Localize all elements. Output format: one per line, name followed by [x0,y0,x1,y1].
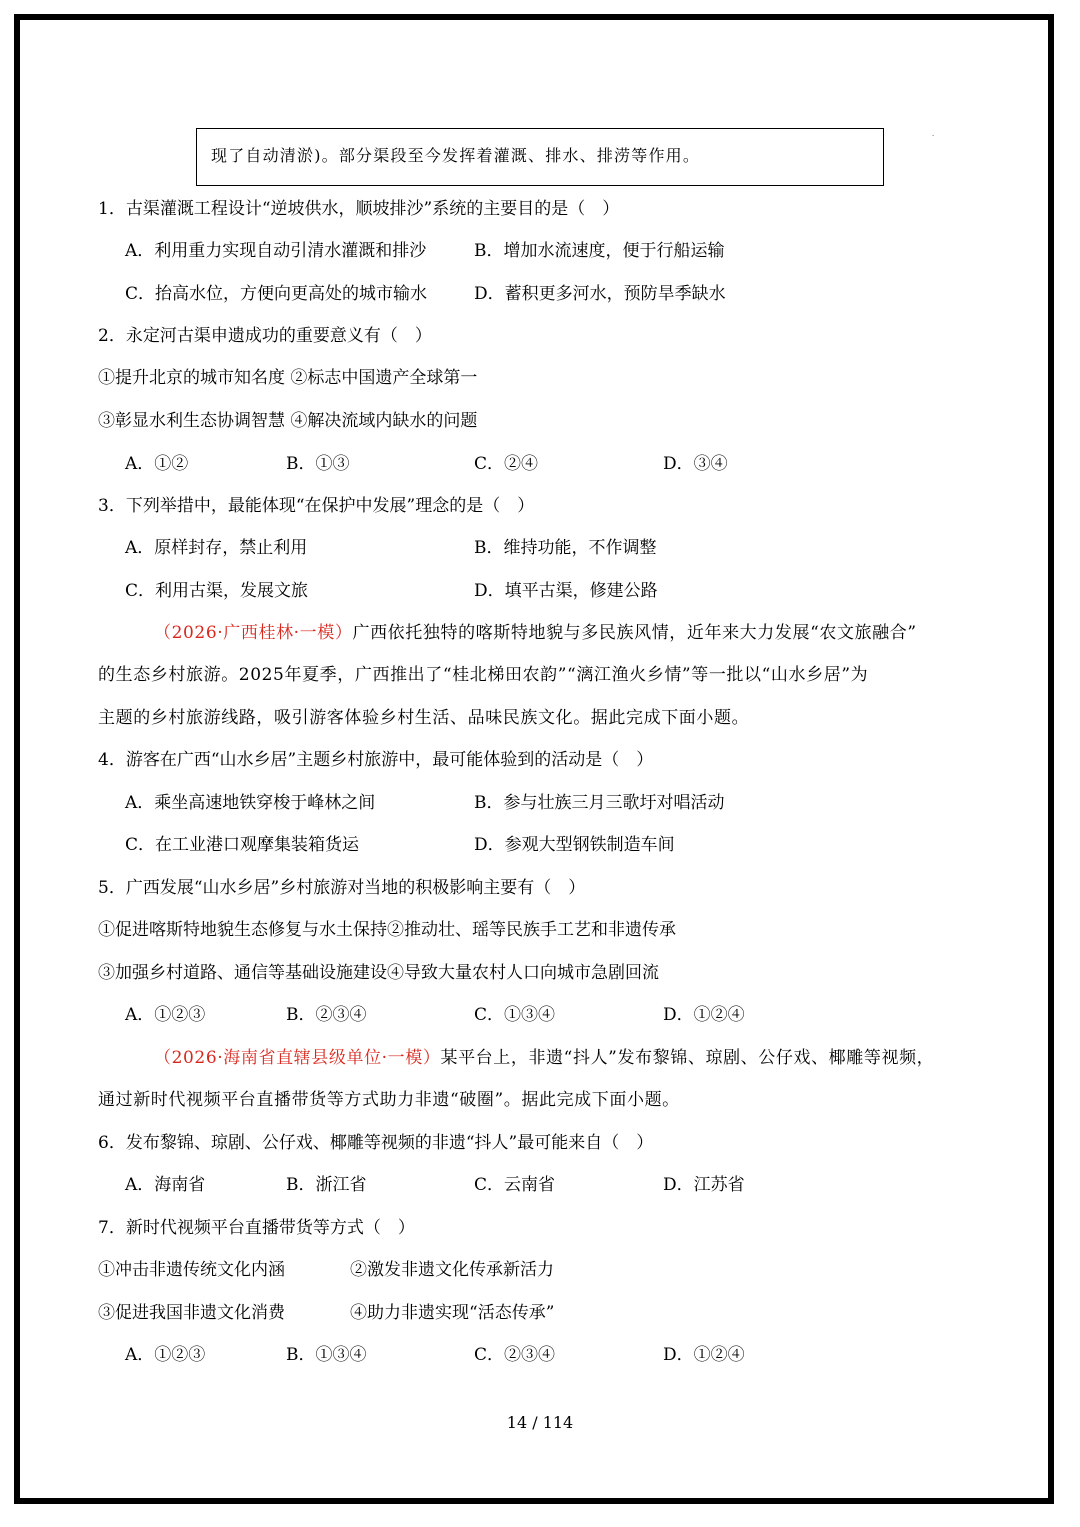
passage-guangxi-line-1 [154,621,917,645]
passage-hainan-text-1: 某平台上，非遗“抖人”发布黎锦、琼剧、公仔戏、椰雕等视频， [440,1048,935,1068]
question-5-option-c: C．①③④ [474,1005,556,1025]
question-6-option-c: C．云南省 [474,1175,556,1195]
question-3-option-d: D．填平古渠，修建公路 [474,581,658,601]
question-7-option-b: B．①③④ [286,1345,367,1365]
source-label-hainan: （2026·海南省直辖县级单位·一模） [154,1048,441,1068]
question-5-statement-1: ①促进喀斯特地貌生态修复与水土保持②推动壮、瑶等民族手工艺和非遗传承 [98,920,676,940]
question-4-option-c: C．在工业港口观摩集装箱货运 [125,835,360,855]
question-7-statement-3: ③促进我国非遗文化消费 [98,1303,285,1323]
material-box [196,128,884,186]
question-6-option-a: A．海南省 [125,1175,206,1195]
passage-hainan-line-1 [154,1046,934,1070]
question-7-statement-1: ①冲击非遗传统文化内涵 [98,1260,285,1280]
question-2-option-b: B．①③ [286,454,350,474]
question-5-option-b: B．②③④ [286,1005,367,1025]
passage-guangxi-line-3: 主题的乡村旅游线路，吸引游客体验乡村生活、品味民族文化。据此完成下面小题。 [98,708,750,728]
stray-dot: · [932,133,934,140]
passage-hainan-line-2: 通过新时代视频平台直播带货等方式助力非遗“破圈”。据此完成下面小题。 [98,1090,680,1110]
question-3-option-c: C．利用古渠，发展文旅 [125,581,309,601]
question-5-option-d: D．①②④ [663,1005,745,1025]
question-7-stem: 7．新时代视频平台直播带货等方式（ ） [98,1218,415,1238]
question-7-option-d: D．①②④ [663,1345,745,1365]
question-7-option-a: A．①②③ [125,1345,206,1365]
material-box-text: 现了自动清淤)。部分渠段至今发挥着灌溉、排水、排涝等作用。 [211,146,701,165]
question-3-stem: 3．下列举措中，最能体现“在保护中发展”理念的是（ ） [98,496,535,516]
question-1-stem: 1．古渠灌溉工程设计“逆坡供水，顺坡排沙”系统的主要目的是（ ） [98,199,620,219]
passage-guangxi-text-1: 广西依托独特的喀斯特地貌与多民族风情，近年来大力发展“农文旅融合” [352,623,917,643]
question-4-stem: 4．游客在广西“山水乡居”主题乡村旅游中，最可能体验到的活动是（ ） [98,750,654,770]
question-2-statement-1: ①提升北京的城市知名度 ②标志中国遗产全球第一 [98,368,478,388]
question-5-option-a: A．①②③ [125,1005,206,1025]
question-1-option-b: B．增加水流速度，便于行船运输 [474,241,725,261]
question-2-option-c: C．②④ [474,454,539,474]
question-3-option-a: A．原样封存，禁止利用 [125,538,308,558]
question-2-stem: 2．永定河古渠申遗成功的重要意义有（ ） [98,326,432,346]
question-5-statement-2: ③加强乡村道路、通信等基础设施建设④导致大量农村人口向城市急剧回流 [98,963,659,983]
question-2-statement-2: ③彰显水利生态协调智慧 ④解决流域内缺水的问题 [98,411,478,431]
question-1-option-a: A．利用重力实现自动引清水灌溉和排沙 [125,241,427,261]
question-7-statement-4: ④助力非遗实现“活态传承” [350,1303,555,1323]
question-7-option-c: C．②③④ [474,1345,556,1365]
question-1-option-c: C．抬高水位，方便向更高处的城市输水 [125,284,428,304]
question-6-option-d: D．江苏省 [663,1175,745,1195]
question-3-option-b: B．维持功能，不作调整 [474,538,657,558]
source-label-guilin: （2026·广西桂林·一模） [154,623,353,643]
question-5-stem: 5．广西发展“山水乡居”乡村旅游对当地的积极影响主要有（ ） [98,878,586,898]
question-4-option-b: B．参与壮族三月三歌圩对唱活动 [474,793,725,813]
question-7-statement-2: ②激发非遗文化传承新活力 [350,1260,554,1280]
question-1-option-d: D．蓄积更多河水，预防旱季缺水 [474,284,726,304]
question-4-option-a: A．乘坐高速地铁穿梭于峰林之间 [125,793,376,813]
question-2-option-d: D．③④ [663,454,728,474]
question-2-option-a: A．①② [125,454,189,474]
question-6-option-b: B．浙江省 [286,1175,367,1195]
question-6-stem: 6．发布黎锦、琼剧、公仔戏、椰雕等视频的非遗“抖人”最可能来自（ ） [98,1133,654,1153]
passage-guangxi-line-2: 的生态乡村旅游。2025年夏季，广西推出了“桂北梯田农韵”“漓江渔火乡情”等一批以“山水乡居”为 [98,665,869,685]
page-number: 14 / 114 [506,1413,574,1432]
question-4-option-d: D．参观大型钢铁制造车间 [474,835,675,855]
